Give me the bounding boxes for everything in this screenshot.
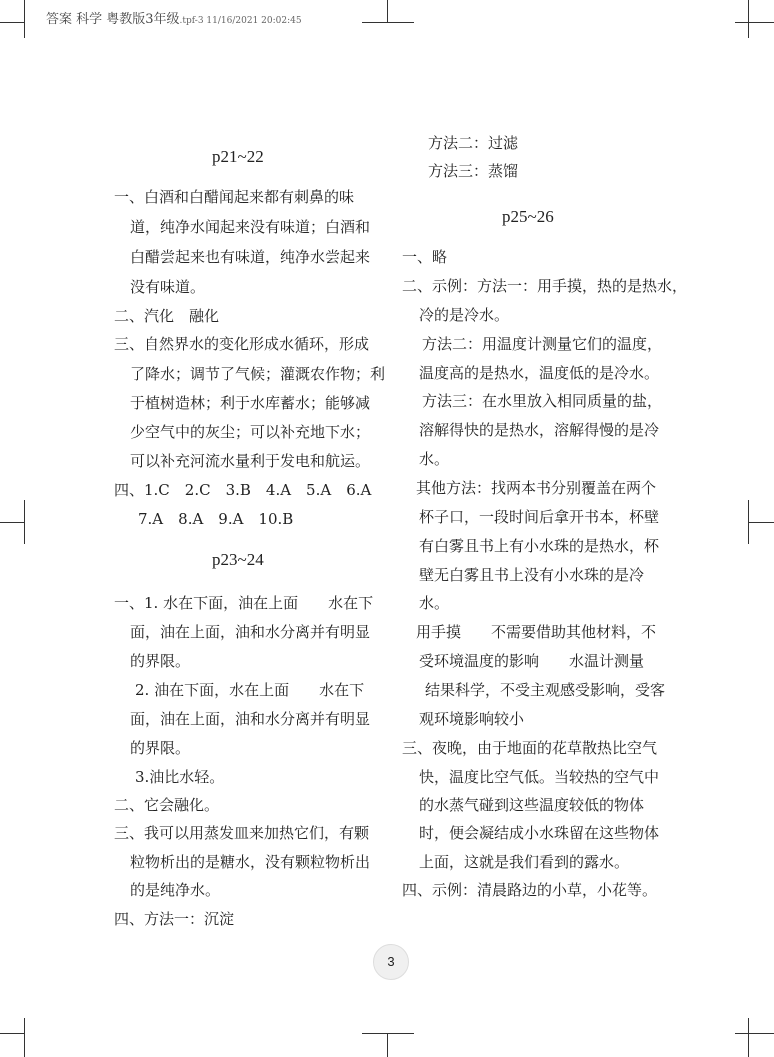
answer-line: 其他方法：找两本书分别覆盖在两个 [416, 479, 657, 497]
answer-line: 一、1. 水在下面，油在上面 水在下 [114, 594, 374, 612]
answer-line: 可以补充河流水量利于发电和航运。 [130, 452, 371, 470]
answer-line: 方法三：蒸馏 [428, 162, 519, 180]
answer-line: 四、1.C 2.C 3.B 4.A 5.A 6.A [114, 481, 372, 499]
answer-line: 粒物析出的是糖水，没有颗粒物析出 [130, 853, 371, 871]
answer-line: 观环境影响较小 [419, 710, 525, 728]
answer-line: 水。 [419, 594, 450, 612]
answer-line: 二、示例：方法一：用手摸，热的是热水， [402, 277, 688, 295]
answer-line: 白醋尝起来也有味道，纯净水尝起来 [130, 248, 371, 266]
answer-line: 结果科学，不受主观感受影响，受客 [425, 681, 666, 699]
answer-line: 2. 油在下面，水在上面 水在下 [135, 681, 365, 699]
answer-line: 三、夜晚，由于地面的花草散热比空气 [402, 739, 658, 757]
answer-line: 用手摸 不需要借助其他材料，不 [416, 623, 657, 641]
answer-line: 道，纯净水闻起来没有味道；白酒和 [130, 218, 371, 236]
answer-line: 一、白酒和白醋闻起来都有刺鼻的味 [114, 188, 355, 206]
answer-line: 时，便会凝结成小水珠留在这些物体 [419, 824, 660, 842]
header-text: 答案 科学 粤教版3年级 [46, 12, 180, 27]
answer-line: 四、方法一：沉淀 [114, 910, 235, 928]
answer-line: 水。 [419, 450, 450, 468]
answer-line: 上面，这就是我们看到的露水。 [419, 853, 630, 871]
answer-line: 7.A 8.A 9.A 10.B [138, 510, 294, 528]
answer-line: 于植树造林；利于水库蓄水；能够减 [130, 394, 371, 412]
answer-line: 3.油比水轻。 [135, 768, 225, 786]
answer-line: 一、略 [402, 248, 448, 266]
answer-line: 四、示例：清晨路边的小草，小花等。 [402, 881, 658, 899]
answer-line: 温度高的是热水，温度低的是冷水。 [419, 364, 660, 382]
answer-line: 三、我可以用蒸发皿来加热它们，有颗 [114, 824, 370, 842]
answer-line: 没有味道。 [130, 278, 206, 296]
section-title: p25~26 [502, 207, 554, 226]
answer-line: 的是纯净水。 [130, 881, 221, 899]
answer-line: 面，油在上面，油和水分离并有明显 [130, 710, 371, 728]
answer-line: 少空气中的灰尘；可以补充地下水； [130, 423, 371, 441]
answer-line: 二、汽化 融化 [114, 307, 220, 325]
section-title: p23~24 [212, 550, 264, 569]
answer-line: 三、自然界水的变化形成水循环，形成 [114, 335, 370, 353]
answer-line: 冷的是冷水。 [419, 306, 510, 324]
header-meta: .tpf-3 11/16/2021 20:02:45 [179, 16, 302, 26]
answer-line: 快，温度比空气低。当较热的空气中 [419, 768, 660, 786]
answer-line: 的界限。 [130, 652, 191, 670]
answer-line: 方法三：在水里放入相同质量的盐， [422, 392, 663, 410]
answer-line: 的界限。 [130, 739, 191, 757]
file-header [46, 8, 302, 27]
answer-line: 方法二：过滤 [428, 134, 519, 152]
answer-line: 了降水；调节了气候；灌溉农作物；利 [130, 365, 386, 383]
answer-line: 的水蒸气碰到这些温度较低的物体 [419, 796, 645, 814]
answer-line: 有白雾且书上有小水珠的是热水，杯 [419, 537, 660, 555]
section-title: p21~22 [212, 147, 264, 166]
answer-line: 受环境温度的影响 水温计测量 [419, 652, 645, 670]
answer-line: 壁无白雾且书上没有小水珠的是冷 [419, 566, 645, 584]
answer-line: 面，油在上面，油和水分离并有明显 [130, 623, 371, 641]
answer-line: 方法二：用温度计测量它们的温度， [422, 335, 663, 353]
page-number: 3 [373, 944, 409, 980]
answer-line: 杯子口，一段时间后拿开书本，杯壁 [419, 508, 660, 526]
answer-line: 溶解得快的是热水，溶解得慢的是冷 [419, 421, 660, 439]
answer-line: 二、它会融化。 [114, 796, 220, 814]
